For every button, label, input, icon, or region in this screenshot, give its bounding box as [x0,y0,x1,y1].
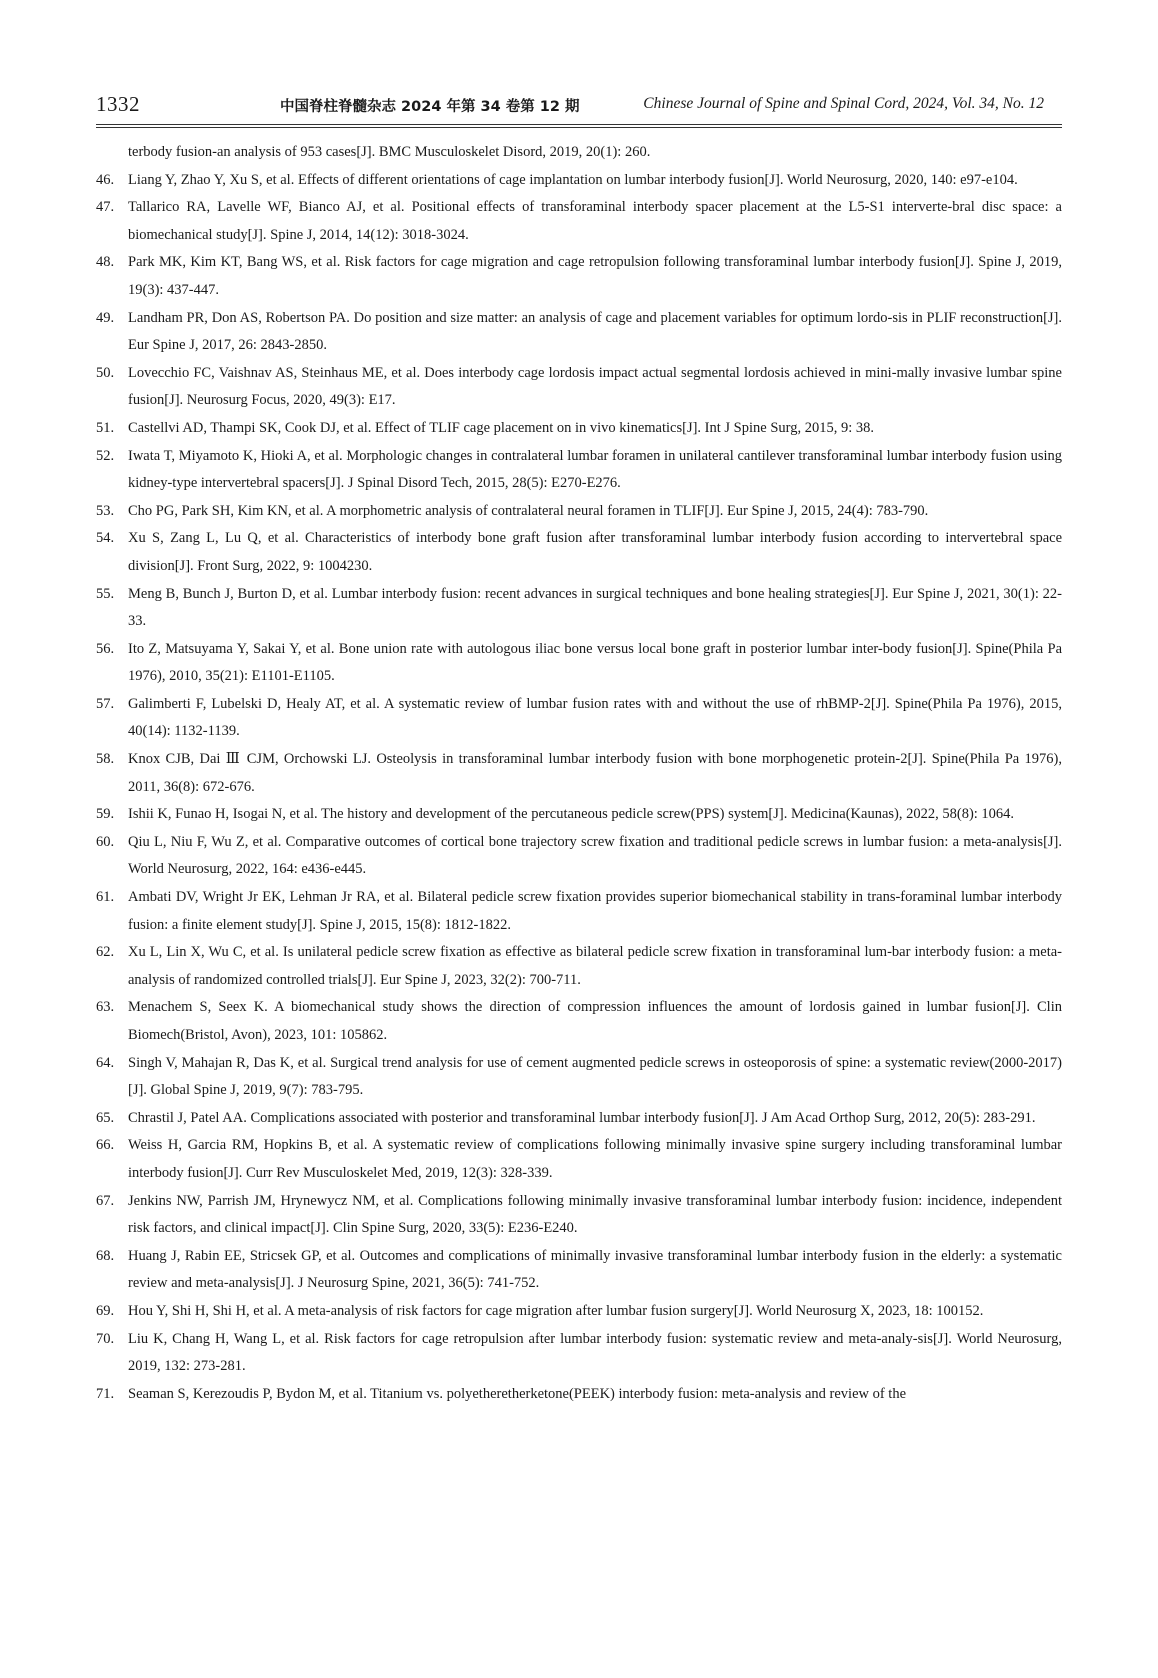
reference-continuation: terbody fusion-an analysis of 953 cases[J]. BMC Musculoskelet Disord, 2019, 20(1): 260. [128,144,651,160]
reference-item [96,1132,1062,1187]
reference-item [96,1050,1062,1105]
reference-item [96,1105,1062,1133]
reference-item [96,994,1062,1049]
reference-item [96,1326,1062,1381]
reference-number: 68. [96,1247,115,1264]
header-rule-bottom [96,127,1062,128]
reference-item [96,581,1062,636]
reference-number: 55. [96,585,115,602]
reference-item [96,249,1062,304]
reference-text: Qiu L, Niu F, Wu Z, et al. Comparative outcomes of cortical bone trajectory screw fixation and traditional pedicle screws in lumbar fusion: a meta-analysis[J]. World Neurosurg, 2022, 164: e436-e445. [128,833,1062,878]
reference-text: Liang Y, Zhao Y, Xu S, et al. Effects of different orientations of cage implantation on lumbar interbody fusion[J]. World Neurosurg, 2020, 140: e97-e104. [128,171,1018,188]
reference-number: 60. [96,833,115,850]
reference-number: 56. [96,640,115,657]
reference-text: Knox CJB, Dai Ⅲ CJM, Orchowski LJ. Osteolysis in transforaminal lumbar interbody fusion with bone morphogenetic protein-2[J]. Spine(Phila Pa 1976), 2011, 36(8): 672-676. [128,751,1062,795]
reference-item [96,194,1062,249]
reference-item [96,1381,1062,1409]
reference-text: Huang J, Rabin EE, Stricsek GP, et al. Outcomes and complications of minimally invasive transforaminal lumbar interbody fusion in the elderly: a systematic review and meta-analysis[J]. J Neurosurg Spine, 2021, 36(5): 741-752. [128,1247,1062,1292]
reference-number: 51. [96,419,115,436]
running-header [96,92,1062,122]
reference-number: 54. [96,530,115,547]
reference-item [96,829,1062,884]
reference-number: 69. [96,1302,115,1319]
header-rule-top [96,124,1062,125]
reference-text: Singh V, Mahajan R, Das K, et al. Surgical trend analysis for use of cement augmented pedicle screws in osteoporosis of spine: a systematic review(2000-2017)[J]. Global Spine J, 2019, 9(7): 783-795. [128,1054,1062,1099]
reference-text: Tallarico RA, Lavelle WF, Bianco AJ, et al. Positional effects of transforaminal interbody spacer placement at the L5-S1 interverte-bral disc space: a biomechanical study[J]. Spine J, 2014, 14(12): 3018-3024. [128,199,1062,243]
reference-number: 64. [96,1054,115,1071]
reference-text: Jenkins NW, Parrish JM, Hrynewycz NM, et al. Complications following minimally invasive transforaminal lumbar interbody fusion: incidence, independent risk factors, and clinical impact[J]. Clin Spine Surg, 2020, 33(5): E236-E240. [128,1192,1062,1237]
reference-number: 63. [96,999,115,1016]
reference-list [96,139,1062,1408]
reference-text: Ambati DV, Wright Jr EK, Lehman Jr RA, et al. Bilateral pedicle screw fixation provides superior biomechanical stability in trans-foraminal lumbar interbody fusion: a finite element study[J]. Spine J, 2015, 15(8): 1812-1822. [128,889,1062,933]
reference-item [96,884,1062,939]
reference-number: 66. [96,1137,115,1154]
reference-text: Liu K, Chang H, Wang L, et al. Risk factors for cage retropulsion after lumbar interbody fusion: systematic review and meta-analy-sis[J]. World Neurosurg, 2019, 132: 273-281. [128,1330,1062,1375]
reference-text: Lovecchio FC, Vaishnav AS, Steinhaus ME, et al. Does interbody cage lordosis impact actual segmental lordosis achieved in mini-mally invasive lumbar spine fusion[J]. Neurosurg Focus, 2020, 49(3): E17. [128,364,1062,409]
reference-number: 47. [96,199,115,216]
page-number: 1332 [96,92,140,116]
reference-item [96,801,1062,829]
reference-number: 70. [96,1330,115,1347]
reference-text: Menachem S, Seex K. A biomechanical study shows the direction of compression influences the amount of lordosis gained in lumbar fusion[J]. Clin Biomech(Bristol, Avon), 2023, 101: 105862. [128,999,1062,1043]
reference-item [96,498,1062,526]
reference-number: 65. [96,1109,115,1126]
reference-item [96,1298,1062,1326]
reference-text: Iwata T, Miyamoto K, Hioki A, et al. Morphologic changes in contralateral lumbar foramen in unilateral cantilever transforaminal lumbar interbody fusion using kidney-type intervertebral spacers[J]. J Spinal Disord Tech, 2015, 28(5): E270-E276. [128,447,1062,492]
reference-text: Ishii K, Funao H, Isogai N, et al. The history and development of the percutaneous pedicle screw(PPS) system[J]. Medicina(Kaunas), 2022, 58(8): 1064. [128,806,1015,823]
reference-text: Meng B, Bunch J, Burton D, et al. Lumbar interbody fusion: recent advances in surgical techniques and bone healing strategies[J]. Eur Spine J, 2021, 30(1): 22-33. [128,585,1062,630]
reference-number: 49. [96,309,115,326]
journal-title-chinese: 中国脊柱脊髓杂志 2024 年第 34 卷第 12 期 [280,99,580,115]
reference-number: 62. [96,944,115,961]
reference-text: Cho PG, Park SH, Kim KN, et al. A morphometric analysis of contralateral neural foramen in TLIF[J]. Eur Spine J, 2015, 24(4): 783-790. [128,502,929,519]
reference-number: 59. [96,806,115,823]
reference-number: 58. [96,751,115,768]
reference-number: 57. [96,695,115,712]
reference-number: 50. [96,364,115,381]
reference-text: Ito Z, Matsuyama Y, Sakai Y, et al. Bone union rate with autologous iliac bone versus local bone graft in posterior lumbar inter-body fusion[J]. Spine(Phila Pa 1976), 2010, 35(21): E1101-E1105. [128,640,1062,685]
reference-number: 52. [96,447,115,464]
reference-number: 46. [96,171,115,188]
reference-item [96,443,1062,498]
reference-text: Landham PR, Don AS, Robertson PA. Do position and size matter: an analysis of cage and placement variables for optimum lordo-sis in PLIF reconstruction[J]. Eur Spine J, 2017, 26: 2843-2850. [128,309,1062,354]
reference-text: Castellvi AD, Thampi SK, Cook DJ, et al. Effect of TLIF cage placement on in vivo kinematics[J]. Int J Spine Surg, 2015, 9: 38. [128,419,874,436]
journal-title-english: Chinese Journal of Spine and Spinal Cord, 2024, Vol. 34, No. 12 [643,95,1044,112]
reference-number: 53. [96,502,115,519]
reference-text: Xu L, Lin X, Wu C, et al. Is unilateral pedicle screw fixation as effective as bilateral pedicle screw fixation in transforaminal lum-bar interbody fusion: a meta-analysis of randomized controlled trials[J]. Eur Spine J, 2023, 32(2): 700-711. [128,944,1062,988]
reference-item [96,415,1062,443]
reference-number: 48. [96,254,115,271]
reference-item [96,525,1062,580]
reference-text: Hou Y, Shi H, Shi H, et al. A meta-analysis of risk factors for cage migration after lumbar fusion surgery[J]. World Neurosurg X, 2023, 18: 100152. [128,1302,984,1319]
reference-text: Weiss H, Garcia RM, Hopkins B, et al. A systematic review of complications following minimally invasive spine surgery including transforaminal lumbar interbody fusion[J]. Curr Rev Musculoskelet Med, 2019, 12(3): 328-339. [128,1137,1062,1181]
reference-item [96,167,1062,195]
reference-item [96,1188,1062,1243]
reference-item [96,746,1062,801]
reference-text: Galimberti F, Lubelski D, Healy AT, et al. A systematic review of lumbar fusion rates with and without the use of rhBMP-2[J]. Spine(Phila Pa 1976), 2015, 40(14): 1132-1139. [128,695,1062,740]
reference-item [96,939,1062,994]
reference-number: 67. [96,1192,115,1209]
reference-text: Chrastil J, Patel AA. Complications associated with posterior and transforaminal lumbar interbody fusion[J]. J Am Acad Orthop Surg, 2012, 20(5): 283-291. [128,1109,1036,1126]
reference-text: Park MK, Kim KT, Bang WS, et al. Risk factors for cage migration and cage retropulsion following transforaminal lumbar interbody fusion[J]. Spine J, 2019, 19(3): 437-447. [128,254,1062,298]
reference-item [96,636,1062,691]
reference-number: 61. [96,889,115,906]
reference-item [96,305,1062,360]
reference-item [96,691,1062,746]
reference-item [96,360,1062,415]
reference-text: Seaman S, Kerezoudis P, Bydon M, et al. Titanium vs. polyetheretherketone(PEEK) interbody fusion: meta-analysis and review of the [128,1385,907,1402]
reference-item [96,1243,1062,1298]
reference-number: 71. [96,1385,115,1402]
reference-text: Xu S, Zang L, Lu Q, et al. Characteristics of interbody bone graft fusion after transforaminal lumbar interbody fusion according to intervertebral space division[J]. Front Surg, 2022, 9: 1004230. [128,530,1062,574]
